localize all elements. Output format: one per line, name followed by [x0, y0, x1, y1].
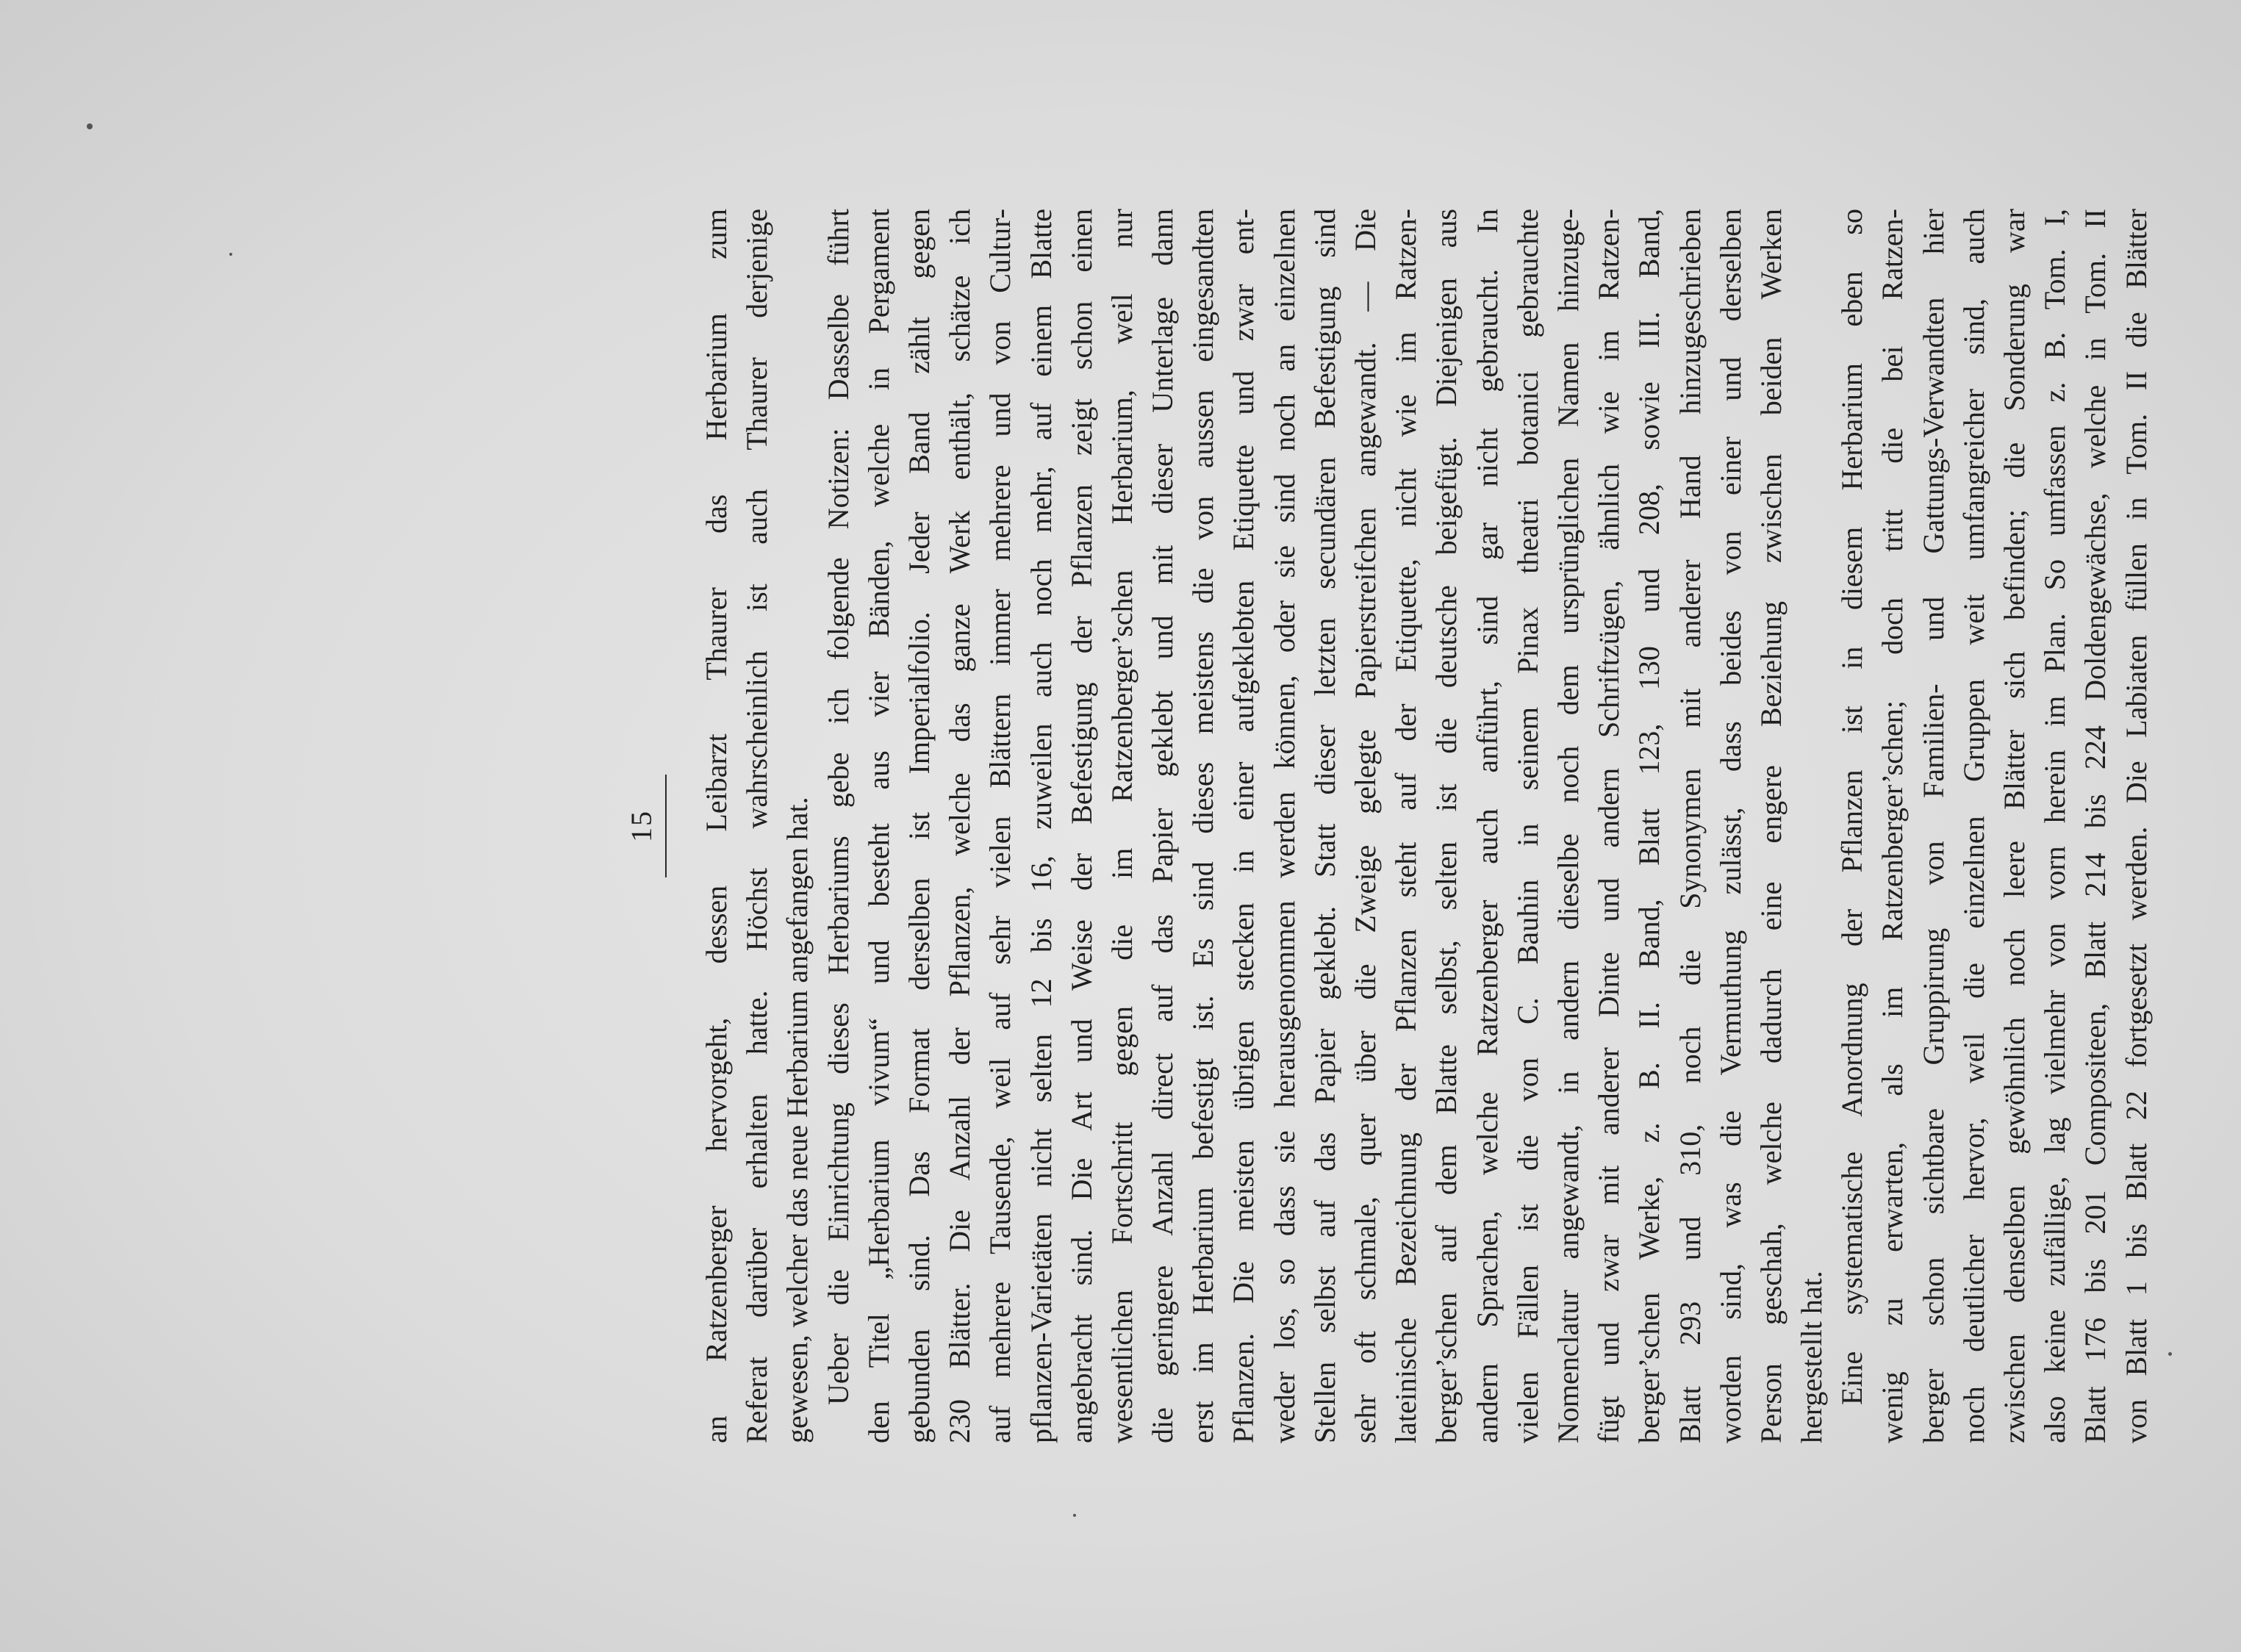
- text-line: andern Sprachen, welche Ratzenberger auch anführt, sind gar nicht gebraucht. In: [1470, 209, 1504, 1443]
- text-line: an Ratzenberger hervorgeht, dessen Leibarzt Thaurer das Herbarium zum: [700, 209, 733, 1443]
- text-line: auf mehrere Tausende, weil auf sehr vielen Blättern immer mehrere und von Cultur-: [983, 209, 1017, 1443]
- text-line: vielen Fällen ist die von C. Bauhin in seinem Pinax theatri botanici gebrauchte: [1510, 209, 1544, 1443]
- text-line: angebracht sind. Die Art und Weise der Befestigung der Pflanzen zeigt schon einen: [1064, 209, 1098, 1443]
- text-line: sehr oft schmale, quer über die Zweige gelegte Papierstreifchen angewandt. — Die: [1349, 209, 1382, 1443]
- text-line: zwischen denselben gewöhnlich noch leere Blätter sich befinden; die Sonderung war: [1998, 209, 2031, 1443]
- page-number: 15: [625, 810, 658, 842]
- text-line: berger’schen Werke, z. B. II. Band, Blatt 123, 130 und 208, sowie III. Band,: [1632, 209, 1666, 1443]
- text-line: pflanzen-Varietäten nicht selten 12 bis 16, zuweilen auch noch mehr, auf einem Blatte: [1024, 209, 1058, 1443]
- text-line: gewesen, welcher das neue Herbarium angefangen hat.: [781, 797, 814, 1443]
- text-line: Pflanzen. Die meisten übrigen stecken in einer aufgeklebten Etiquette und zwar ent-: [1227, 209, 1261, 1443]
- text-line: berger schon sichtbare Gruppirung von Familien- und Gattungs-Verwandten hier: [1916, 209, 1950, 1443]
- text-line: von Blatt 1 bis Blatt 22 fortgesetzt werden. Die Labiaten füllen in Tom. II die Blätter: [2119, 209, 2153, 1443]
- text-line: noch deutlicher hervor, weil die einzelnen Gruppen weit umfangreicher sind, auch: [1957, 209, 1990, 1443]
- text-line: hergestellt hat.: [1795, 1271, 1829, 1443]
- text-line: 230 Blätter. Die Anzahl der Pflanzen, welche das ganze Werk enthält, schätze ich: [943, 209, 977, 1443]
- text-line: Person geschah, welche dadurch eine engere Beziehung zwischen beiden Werken: [1754, 209, 1788, 1443]
- text-line: weder los, so dass sie herausgenommen werden können, oder sie sind noch an einzelnen: [1267, 209, 1301, 1443]
- text-line: Eine systematische Anordnung der Pflanzen ist in diesem Herbarium eben so: [1835, 209, 1869, 1405]
- text-line: Referat darüber erhalten hatte. Höchst wahrscheinlich ist auch Thaurer derjenige: [740, 209, 774, 1443]
- text-line: fügt und zwar mit anderer Dinte und andern Schriftzügen, ähnlich wie im Ratzen-: [1592, 209, 1626, 1443]
- body-text: [696, 209, 2156, 1443]
- text-line: die geringere Anzahl direct auf das Papier geklebt und mit dieser Unterlage dann: [1146, 209, 1180, 1443]
- dust-speck: [2168, 1352, 2172, 1356]
- text-line: Nomenclatur angewandt, in andern dieselbe noch dem ursprünglichen Namen hinzuge-: [1551, 209, 1585, 1443]
- text-line: Blatt 176 bis 201 Compositeen, Blatt 214 bis 224 Doldengewächse, welche in Tom. II: [2079, 209, 2112, 1443]
- text-line: Ueber die Einrichtung dieses Herbariums gebe ich folgende Notizen: Dasselbe führt: [821, 209, 855, 1405]
- rotated-book-page: [614, 179, 2153, 1473]
- dust-speck: [87, 123, 93, 129]
- text-line: erst im Herbarium befestigt ist. Es sind dieses meistens die von aussen eingesandten: [1186, 209, 1220, 1443]
- dust-speck: [229, 253, 232, 256]
- text-line: den Titel „Herbarium vivum“ und besteht aus vier Bänden, welche in Pergament: [861, 209, 895, 1443]
- text-line: lateinische Bezeichnung der Pflanzen steht auf der Etiquette, nicht wie im Ratzen-: [1389, 209, 1423, 1443]
- text-line: Blatt 293 und 310, noch die Synonymen mit anderer Hand hinzugeschrieben: [1673, 209, 1707, 1443]
- dust-speck: [1073, 1514, 1076, 1517]
- text-line: wesentlichen Fortschritt gegen die im Ratzenberger’schen Herbarium, weil nur: [1105, 209, 1139, 1443]
- text-line: gebunden sind. Das Format derselben ist Imperialfolio. Jeder Band zählt gegen: [902, 209, 936, 1443]
- text-line: berger’schen auf dem Blatte selbst, selten ist die deutsche beigefügt. Diejenigen aus: [1430, 209, 1463, 1443]
- text-line: also keine zufällige, lag vielmehr von vorn herein im Plan. So umfassen z. B. Tom. I,: [2038, 209, 2072, 1443]
- text-line: wenig zu erwarten, als im Ratzenberger’schen; doch tritt die bei Ratzen-: [1876, 209, 1910, 1443]
- page-number-rule: [665, 775, 667, 877]
- text-line: worden sind, was die Vermuthung zulässt, dass beides von einer und derselben: [1713, 209, 1747, 1443]
- text-line: Stellen selbst auf das Papier geklebt. Statt dieser letzten secundären Befestigung sind: [1308, 209, 1341, 1443]
